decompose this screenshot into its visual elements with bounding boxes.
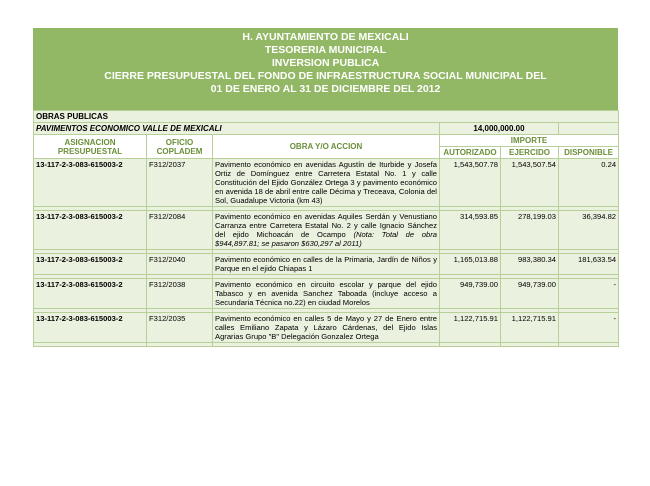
program-amount: 14,000,000.00 xyxy=(440,123,559,135)
row-code: 13-117-2-3-083-615003-2 xyxy=(34,313,147,343)
header-line-1: H. AYUNTAMIENTO DE MEXICALI xyxy=(242,31,409,43)
col-header-obra: OBRA Y/O ACCION xyxy=(213,135,440,159)
row-description-note: (Nota: Total de obra $944,897.81; se pasaron $630,297 al 2011) xyxy=(215,230,437,248)
row-autorizado: 949,739.00 xyxy=(440,279,501,309)
row-description xyxy=(213,254,440,275)
row-autorizado: 1,543,507.78 xyxy=(440,159,501,207)
row-spacer xyxy=(34,343,619,347)
col-header-autorizado: AUTORIZADO xyxy=(440,147,501,159)
table-row xyxy=(34,159,619,207)
header-line-5: 01 DE ENERO AL 31 DE DICIEMBRE DEL 2012 xyxy=(210,83,441,95)
table-row xyxy=(34,211,619,250)
col-header-ejercido: EJERCIDO xyxy=(501,147,559,159)
row-disponible: - xyxy=(559,279,619,309)
row-oficio: F312/2038 xyxy=(147,279,213,309)
col-header-disponible: DISPONIBLE xyxy=(559,147,619,159)
section-title: OBRAS PUBLICAS xyxy=(34,111,619,123)
col-header-importe: IMPORTE xyxy=(440,135,619,147)
row-code: 13-117-2-3-083-615003-2 xyxy=(34,159,147,207)
row-disponible: 181,633.54 xyxy=(559,254,619,275)
row-description xyxy=(213,211,440,250)
row-ejercido: 949,739.00 xyxy=(501,279,559,309)
report-table-wrapper xyxy=(33,110,618,347)
row-autorizado: 1,165,013.88 xyxy=(440,254,501,275)
row-disponible: 36,394.82 xyxy=(559,211,619,250)
row-code: 13-117-2-3-083-615003-2 xyxy=(34,211,147,250)
header-line-2: TESORERIA MUNICIPAL xyxy=(264,44,387,56)
row-description-text: Pavimento económico en circuito escolar y parque del ejido Tabasco y en avenida Sanchez Taboada (incluye acceso a Secundaria Técnica no.22) en ciudad Morelos xyxy=(215,280,437,307)
budget-table xyxy=(33,110,619,347)
header-line-3: INVERSION PUBLICA xyxy=(271,57,380,69)
row-description-text: Pavimento económico en calles de la Primaria, Jardín de Niños y Parque en el ejido Chiapas 1 xyxy=(215,255,437,273)
program-name: PAVIMENTOS ECONOMICO VALLE DE MEXICALI xyxy=(34,123,440,135)
row-disponible: 0.24 xyxy=(559,159,619,207)
row-oficio: F312/2037 xyxy=(147,159,213,207)
table-row xyxy=(34,279,619,309)
row-disponible: - xyxy=(559,313,619,343)
row-oficio: F312/2084 xyxy=(147,211,213,250)
row-description xyxy=(213,313,440,343)
row-oficio: F312/2040 xyxy=(147,254,213,275)
row-autorizado: 314,593.85 xyxy=(440,211,501,250)
row-code: 13-117-2-3-083-615003-2 xyxy=(34,254,147,275)
row-ejercido: 1,122,715.91 xyxy=(501,313,559,343)
row-autorizado: 1,122,715.91 xyxy=(440,313,501,343)
table-row xyxy=(34,313,619,343)
row-ejercido: 983,380.34 xyxy=(501,254,559,275)
row-description xyxy=(213,279,440,309)
table-row xyxy=(34,254,619,275)
row-description-text: Pavimento económico en avenidas Aquiles Serdán y Venustiano Carranza entre Carretera Estatal No. 2 y calle Ignacio Sánchez del ejido Michoacán de Ocampo xyxy=(215,212,437,239)
row-ejercido: 1,543,507.54 xyxy=(501,159,559,207)
row-ejercido: 278,199.03 xyxy=(501,211,559,250)
col-header-oficio: OFICIO COPLADEM xyxy=(147,135,213,159)
report-header xyxy=(33,28,618,110)
header-line-4: CIERRE PRESUPUESTAL DEL FONDO DE INFRAESTRUCTURA SOCIAL MUNICIPAL DEL xyxy=(104,70,547,82)
row-code: 13-117-2-3-083-615003-2 xyxy=(34,279,147,309)
col-header-asignacion: ASIGNACION PRESUPUESTAL xyxy=(34,135,147,159)
row-description xyxy=(213,159,440,207)
program-row xyxy=(34,123,619,135)
header-row-1 xyxy=(34,135,619,147)
program-empty-cell xyxy=(559,123,619,135)
row-description-text: Pavimento económico en avenidas Agustín de Iturbide y Josefa Ortiz de Domínguez entre Carretera Estatal No. 1 y calle Constitución del Ejido González Ortega 3 y pavimento económico en avenida 18 de abril entre calle Décima y Treceava, Colonia del Sol, Guadalupe Victoria (km 43) xyxy=(215,160,437,205)
row-description-text: Pavimento económico en calles 5 de Mayo y 27 de Enero entre calles Emiliano Zapata y Lázaro Cárdenas, del Ejido Islas Agrarias Grupo "B" Delegación Gonzalez Ortega xyxy=(215,314,437,341)
section-row xyxy=(34,111,619,123)
row-oficio: F312/2035 xyxy=(147,313,213,343)
